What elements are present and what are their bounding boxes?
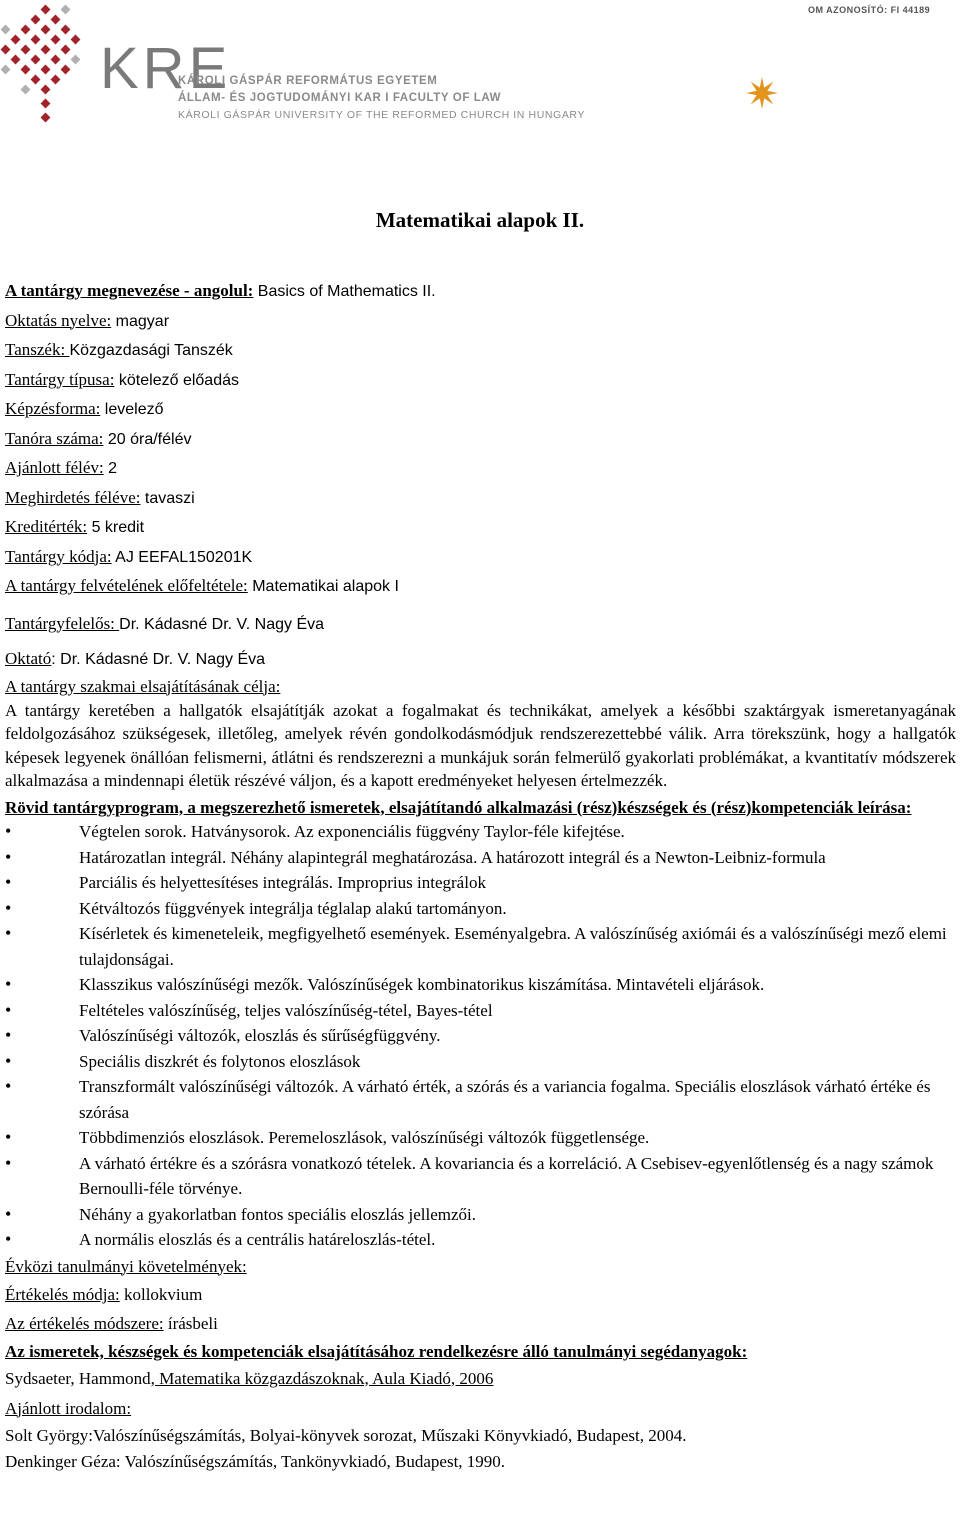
- bullet-icon: [5, 1151, 79, 1177]
- literature-heading: Ajánlott irodalom:: [5, 1398, 132, 1418]
- field-code: Tantárgy kódja: AJ EEFAL150201K: [5, 546, 253, 566]
- kre-logo-emblem-icon: [0, 0, 100, 130]
- list-item: •Klasszikus valószínűségi mezők. Valószínűségek kombinatorikus kiszámítása. Mintavételi eljárások.: [5, 972, 956, 998]
- bullet-icon: [5, 1023, 79, 1049]
- bullet-icon: [5, 896, 79, 922]
- list-item: •Végtelen sorok. Hatványsorok. Az exponenciális függvény Taylor-féle kifejtése.: [5, 819, 956, 845]
- bullet-icon: [5, 870, 79, 896]
- list-item: •A várható értékre és a szórásra vonatkozó tételek. A kovariancia és a korreláció. A Csebisev-egyenlőtlenség és a nagy számok Bernoulli-féle törvénye.: [5, 1151, 956, 1202]
- institution-name-en: KÁROLI GÁSPÁR UNIVERSITY OF THE REFORMED CHURCH IN HUNGARY: [178, 109, 586, 121]
- semester-requirements: Évközi tanulmányi követelmények:: [5, 1256, 247, 1276]
- list-item: •Kísérletek és kimeneteleik, megfigyelhető események. Eseményalgebra. A valószínűség axiómái és a valószínűségi mező elemi tulajdonságai.: [5, 921, 956, 972]
- list-item: •Valószínűségi változók, eloszlás és sűrűségfüggvény.: [5, 1023, 956, 1049]
- document-title: Matematikai alapok II.: [375, 208, 585, 232]
- goal-heading: A tantárgy szakmai elsajátításának célja:: [5, 676, 281, 696]
- field-credit: Kreditérték: 5 kredit: [5, 517, 145, 536]
- list-item: •Parciális és helyettesítéses integrálás. Improprius integrálok: [5, 870, 956, 896]
- field-type: Tantárgy típusa: kötelező előadás: [5, 369, 239, 389]
- field-department: Tanszék: Közgazdasági Tanszék: [5, 340, 233, 359]
- field-announce: Meghirdetés féléve: tavaszi: [5, 487, 195, 507]
- bullet-icon: [5, 1202, 79, 1228]
- bullet-icon: [5, 1049, 79, 1075]
- bullet-icon: [5, 819, 79, 845]
- list-item: •Speciális diszkrét és folytonos eloszlások: [5, 1049, 956, 1075]
- bullet-icon: [5, 1074, 79, 1100]
- bullet-icon: [5, 845, 79, 871]
- bullet-icon: [5, 998, 79, 1024]
- list-item: •Többdimenziós eloszlások. Peremeloszlások, valószínűségi változók függetlensége.: [5, 1125, 956, 1151]
- literature-item: Solt György:Valószínűségszámítás, Bolyai-könyvek sorozat, Műszaki Könyvkiadó, Budapest, 2004.: [5, 1426, 687, 1445]
- program-heading: Rövid tantárgyprogram, a megszerezhető ismeretek, elsajátítandó alkalmazási (rész)készségek és (rész)kompetenciák leírása:: [5, 797, 912, 817]
- star-icon: [744, 75, 780, 111]
- list-item: •Transzformált valószínűségi változók. A várható érték, a szórás és a variancia fogalma. Speciális eloszlások várható értéke és szórása: [5, 1074, 956, 1125]
- logo-text: KRE: [100, 36, 232, 101]
- program-list: [5, 819, 956, 1253]
- faculty-name: ÁLLAM- ÉS JOGTUDOMÁNYI KAR I FACULTY OF LAW: [178, 92, 502, 104]
- goal-text: A tantárgy keretében a hallgatók elsajátítják azokat a fogalmakat és technikákat, amelyek a későbbi szaktárgyak ismeretanyagának feldolgozásához szükségesek, illetőleg, amelyek révén gondolkodásmódjuk rendszerezettebbé válik. Arra törekszünk, hogy a hallgatók képesek legyenek önállóan felismerni, átlátni és rendszerezni a munkájuk során felmerülő gyakorlati problémákat, a kvantitatív módszerek alkalmazása a mindennapi életük részévé váljon, és a kapott eredményeket helyesen értelmezzék.: [5, 700, 956, 790]
- field-language: Oktatás nyelve: magyar: [5, 310, 170, 330]
- bullet-icon: [5, 1227, 79, 1253]
- list-item: •Néhány a gyakorlatban fontos speciális eloszlás jellemzői.: [5, 1202, 956, 1228]
- field-semester: Ajánlott félév: 2: [5, 458, 118, 477]
- field-prerequisite: A tantárgy felvételének előfeltétele: Matematikai alapok I: [5, 576, 399, 595]
- field-name-en: A tantárgy megnevezése - angolul: Basics of Mathematics II.: [5, 281, 436, 300]
- page-header: [0, 0, 960, 190]
- materials-text: Sydsaeter, Hammond, Matematika közgazdászoknak, Aula Kiadó, 2006: [5, 1368, 494, 1388]
- field-responsible: Tantárgyfelelős: Dr. Kádasné Dr. V. Nagy Éva: [5, 613, 325, 633]
- literature-item: Denkinger Géza: Valószínűségszámítás, Tankönyvkiadó, Budapest, 1990.: [5, 1452, 506, 1471]
- om-identifier: OM AZONOSÍTÓ: FI 44189: [808, 5, 931, 15]
- bullet-icon: [5, 1125, 79, 1151]
- field-form: Képzésforma: levelező: [5, 399, 164, 418]
- bullet-icon: [5, 921, 79, 947]
- course-description: [5, 277, 956, 1475]
- list-item: •Határozatlan integrál. Néhány alapintegrál meghatározása. A határozott integrál és a Newton-Leibniz-formula: [5, 845, 956, 871]
- institution-name-hu: KÁROLI GÁSPÁR REFORMÁTUS EGYETEM: [178, 75, 438, 87]
- materials-heading: Az ismeretek, készségek és kompetenciák elsajátításához rendelkezésre álló tanulmányi segédanyagok:: [5, 1342, 748, 1361]
- list-item: •A normális eloszlás és a centrális határeloszlás-tétel.: [5, 1227, 956, 1253]
- list-item: •Feltételes valószínűség, teljes valószínűség-tétel, Bayes-tétel: [5, 998, 956, 1024]
- bullet-icon: [5, 972, 79, 998]
- field-hours: Tanóra száma: 20 óra/félév: [5, 428, 192, 448]
- list-item: •Kétváltozós függvények integrálja téglalap alakú tartományon.: [5, 896, 956, 922]
- evaluation-mode: Értékelés módja: kollokvium: [5, 1285, 203, 1304]
- field-lecturer: Oktató: Dr. Kádasné Dr. V. Nagy Éva: [5, 649, 266, 668]
- evaluation-method: Az értékelés módszere: írásbeli: [5, 1313, 218, 1333]
